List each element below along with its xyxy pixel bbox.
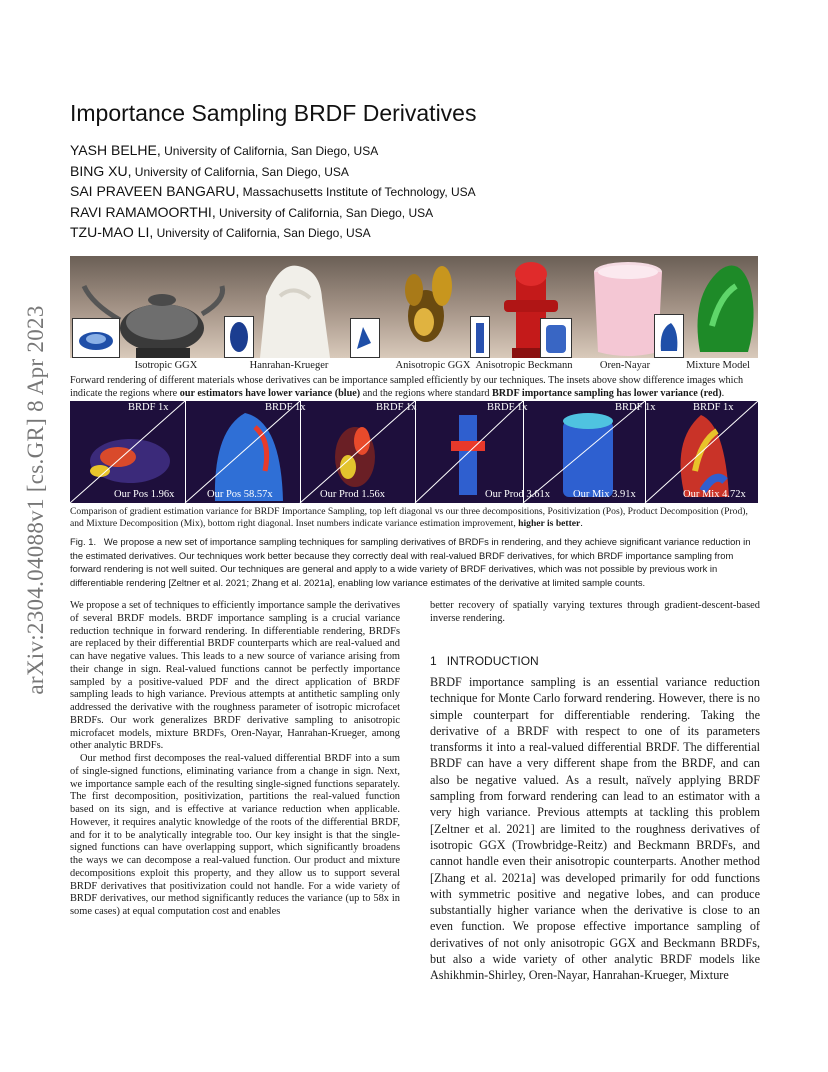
difference-inset — [350, 318, 380, 358]
panel-top-label: BRDF 1x — [265, 402, 306, 413]
author-affiliation: University of California, San Diego, USA — [215, 205, 434, 220]
figure-renderings — [70, 256, 758, 358]
material-label: Anisotropic Beckmann — [475, 360, 573, 371]
variance-panel — [185, 401, 306, 503]
caption-bold: our estimators have lower variance (blue) — [179, 388, 361, 399]
sculpture-render — [690, 256, 758, 358]
author-line — [70, 162, 476, 183]
abstract-paragraph: Our method first decomposes the real-valued differential BRDF into a sum of single-signed functions, eliminating variance from a change in sign. Next, we importance sample each of the resulting single-signed functions separately. The first decomposition, positivization, partitions the real-valued function based on its sign, and is effective at variance reduction when applicable. However, it requires analytic knowledge of the roots of the differential BRDF, and for it to be analytically integrable too. Our key insight is that the single-signed functions can have overlapping support, which significantly broadens the ways we can decompose a real-valued function. Our product and mixture decompositions exploit this property, and they allow us to support several BRDF derivatives that positivization could not handle. For a wide variety of BRDF derivatives, our method significantly reduces the variance (up to 58x in some cases) at equal computation cost and enables — [70, 753, 400, 917]
paper-title: Importance Sampling BRDF Derivatives — [70, 100, 477, 126]
figure-caption-bottom — [70, 506, 760, 530]
author-name: BING XU, — [70, 162, 132, 179]
introduction-paragraph: BRDF importance sampling is an essential variance reduction technique for Monte Carlo forward rendering. However, there is no simple counterpart for differentiable rendering. Taking the derivative of a BRDF with respect to one of its parameters transforms it into a real-valued differential BRDF. The differential BRDF can have a very different shape from the BRDF, and can also be negative valued. As a result, naïvely applying BRDF sampling from forward rendering can lead to an estimator with a very high variance. Previous attempts at tackling this problem [Zeltner et al. 2021] are limited to the roughness derivatives of isotropic GGX (Trowbridge-Reitz) and Beckmann BRDFs, and cannot handle even their anisotropic counterparts. Another method [Zhang et al. 2021a] was developed primarily for odd functions with symmetric positive and negative lobes, and can produce substantially higher variance when the derivative is close to an even function. We propose effective importance sampling of derivatives of not only anisotropic GGX and Beckmann BRDFs, but also a wide variety of other analytic BRDF models like Ashikhmin-Shirley, Oren-Nayar, Hanrahan-Krueger, Mixture — [430, 675, 760, 983]
introduction-body — [430, 674, 760, 984]
abstract-paragraph: better recovery of spatially varying textures through gradient-descent-based inverse rendering. — [430, 600, 760, 624]
panel-bottom-label: Our Prod 1.56x — [320, 489, 386, 500]
abstract-paragraph: We propose a set of techniques to efficiently importance sample the derivatives of several BRDF models. BRDF importance sampling is a crucial variance reduction technique in forward rendering. In differentiable rendering, BRDFs are replaced by their differential BRDF counterparts which are real-valued and can have negative values. This leads to a new source of variance arising from their change in sign. Real-valued functions cannot be perfectly importance sampled by a positive-valued PDF and the direct application of BRDF sampling leads to high variance. Previous attempts at antithetic sampling only addressed the derivative with the roughness parameter of isotropic microfacet BRDFs. Our work generalizes BRDF derivative sampling to anisotropic microfacet models, mixture BRDFs, Oren-Nayar, Hanrahan-Krueger, among other analytic BRDFs. — [70, 600, 400, 752]
author-name: RAVI RAMAMOORTHI, — [70, 203, 216, 220]
panel-top-label: BRDF 1x — [615, 402, 656, 413]
material-label: Hanrahan-Krueger — [249, 360, 329, 371]
panel-top-label: BRDF 1x — [693, 402, 734, 413]
variance-panel — [415, 401, 551, 503]
material-labels — [70, 360, 758, 374]
caption-text: . — [721, 388, 725, 399]
author-line — [70, 182, 476, 203]
hand-render — [394, 256, 464, 358]
section-number: 1 — [430, 654, 437, 668]
material-label: Mixture Model — [686, 360, 750, 371]
figure-variance-panels — [70, 401, 758, 503]
author-list — [70, 141, 476, 244]
section-heading — [430, 654, 539, 668]
caption-bold: BRDF importance sampling has lower variance (red) — [492, 388, 722, 399]
author-line — [70, 203, 476, 224]
statue-render — [250, 256, 340, 358]
panel-bottom-label: Our Mix 3.91x — [573, 489, 636, 500]
figure-caption-top — [70, 374, 760, 400]
difference-inset — [654, 314, 684, 358]
panel-top-label: BRDF 1x — [487, 402, 528, 413]
panel-top-label: BRDF 1x — [128, 402, 169, 413]
difference-inset — [540, 318, 572, 358]
variance-panel — [523, 401, 656, 503]
author-line — [70, 141, 476, 162]
material-label: Isotropic GGX — [134, 360, 198, 371]
author-affiliation: University of California, San Diego, USA — [153, 226, 371, 240]
material-label: Oren-Nayar — [599, 360, 651, 371]
arxiv-id: arXiv:2304.04088v1 [cs.GR] 8 Apr 2023 — [23, 305, 48, 695]
author-affiliation: University of California, San Diego, USA — [131, 164, 349, 179]
caption-bold: higher is better — [518, 518, 581, 530]
caption-text: Forward rendering of different materials whose derivatives can be importance sampled efficiently by our techniques. The insets above show difference images which indicate the regions where — [70, 375, 744, 399]
author-name: TZU-MAO LI, — [70, 224, 154, 240]
figure-caption — [70, 535, 760, 589]
panel-bottom-label: Our Mix 4.72x — [683, 489, 746, 500]
author-name: YASH BELHE, — [70, 142, 161, 158]
author-line — [70, 223, 476, 244]
arxiv-stamp — [18, 290, 54, 710]
author-name: SAI PRAVEEN BANGARU, — [70, 183, 240, 199]
difference-inset — [470, 316, 490, 358]
variance-panel — [645, 401, 758, 503]
abstract — [70, 600, 400, 919]
figure-caption-text: We propose a new set of importance sampling techniques for sampling derivatives of BRDFs in rendering, and they achieve significant variance reduction in the estimated derivatives. Our techniques work better because they correctly deal with real-valued BRDF derivatives, for which BRDF importance sampling from forward rendering is not well suited. Our techniques are general and apply to a wide variety of BRDF derivatives, which was not possible by previous work in differentiable rendering [Zeltner et al. 2021; Zhang et al. 2021a], enabling low variance estimates of the derivative at limited sample counts. — [70, 536, 751, 588]
caption-text: and the regions where standard — [360, 388, 493, 399]
variance-panel — [70, 401, 186, 503]
difference-inset — [224, 316, 254, 358]
section-title: INTRODUCTION — [446, 654, 539, 668]
caption-text: . — [580, 518, 583, 530]
panel-bottom-label: Our Pos 1.96x — [114, 489, 175, 500]
panel-bottom-label: Our Prod 3.61x — [485, 489, 551, 500]
difference-inset — [72, 318, 120, 358]
panel-bottom-label: Our Pos 58.57x — [207, 489, 273, 500]
abstract-continued — [430, 600, 760, 626]
material-label: Anisotropic GGX — [395, 360, 471, 371]
author-affiliation: Massachusetts Institute of Technology, USA — [239, 185, 476, 199]
figure-label: Fig. 1. — [70, 536, 97, 547]
caption-text: Comparison of gradient estimation variance for BRDF Importance Sampling, top left diagonal vs our three decompositions, Positivization (Pos), Product Decomposition (Prod), and Mixture Decomposition (Mix), bottom right diagonal. Inset numbers indicate variance estimation improvement, — [70, 506, 748, 530]
panel-top-label: BRDF 1x — [376, 402, 417, 413]
variance-panel — [300, 401, 416, 503]
author-affiliation: University of California, San Diego, USA — [160, 144, 379, 158]
